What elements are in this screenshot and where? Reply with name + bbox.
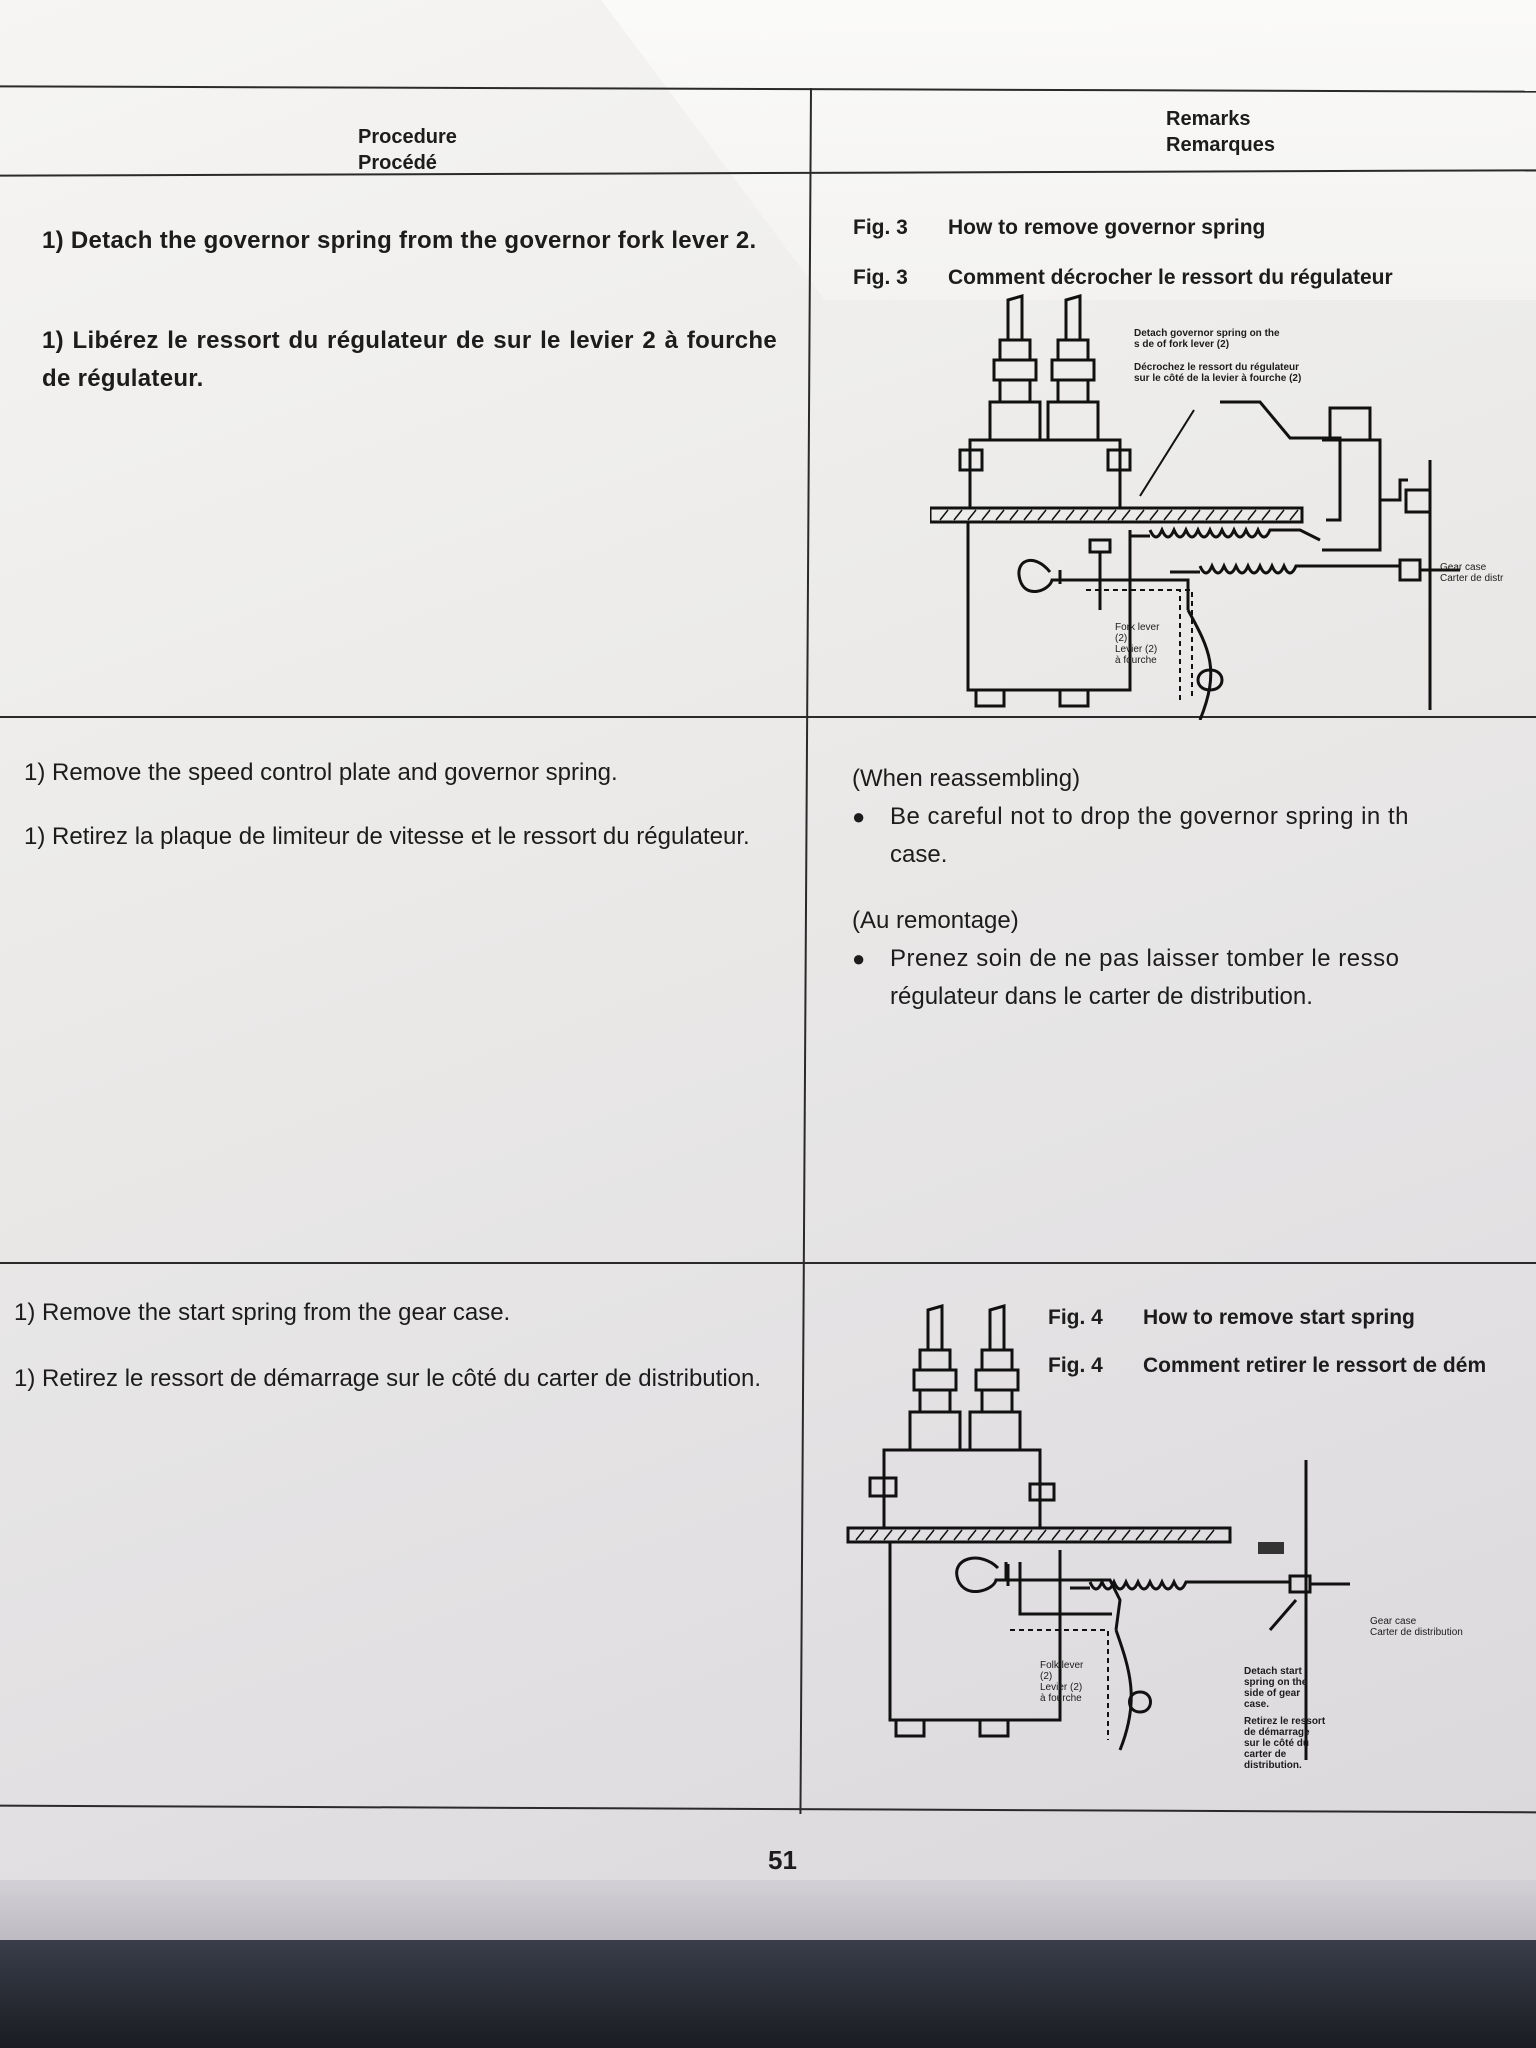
procedure-header	[358, 124, 457, 176]
row2-bottom-border	[0, 1262, 1536, 1264]
fig4-label-fork-lever: Folk lever (2) Levier (2) à fourche	[1040, 1660, 1084, 1704]
bullet-icon: ●	[852, 946, 866, 971]
fig3-title-en: How to remove governor spring	[948, 216, 1266, 239]
remarks-header	[1166, 106, 1275, 158]
remark-fr-heading: (Au remontage)	[852, 907, 1019, 934]
procedure-label-fr: Procédé	[358, 152, 437, 174]
bullet-icon: ●	[852, 804, 866, 829]
fig3-num-en: Fig. 3	[853, 216, 908, 239]
fig4-label-detach-start: Detach start spring on the side of gear case. Retirez le ressort de démarrage sur le côté du carter de distribution.	[1244, 1666, 1326, 1771]
procedure-label-en: Procedure	[358, 126, 457, 148]
fig3-label-fork-lever: Fork lever (2) Levier (2) à fourche	[1115, 622, 1160, 666]
page-number: 51	[768, 1845, 797, 1875]
fig3-caption-en	[853, 216, 1265, 240]
table-bottom-border	[0, 1805, 1536, 1814]
row3-step-en: 1) Remove the start spring from the gear case.	[14, 1299, 511, 1326]
fig4-title-en: How to remove start spring	[1143, 1306, 1415, 1329]
fig4-title-fr: Comment retirer le ressort de dém	[1143, 1354, 1487, 1377]
fig3-num-fr: Fig. 3	[853, 266, 908, 289]
remark-en-line2: case.	[890, 841, 948, 868]
remark-fr-bullet	[852, 940, 1536, 978]
fig3-governor-diagram	[930, 290, 1536, 720]
fig4-num-en: Fig. 4	[1048, 1306, 1103, 1329]
fig3-label-gear-case: Gear case Carter de distr	[1440, 562, 1504, 584]
remarks-label-fr: Remarques	[1166, 134, 1275, 156]
remark-en-line1: Be careful not to drop the governor spring in th	[890, 803, 1409, 830]
binder-edge	[0, 1880, 1536, 1940]
row1-step-fr: 1) Libérez le ressort du régulateur de sur le levier 2 à fourche de régulateur.	[42, 327, 777, 392]
fig3-label-detach-fr: Décrochez le ressort du régulateur sur le côté de la levier à fourche (2)	[1134, 362, 1302, 384]
table-surface	[0, 1940, 1536, 2048]
remark-en-bullet	[852, 798, 1536, 836]
fig3-caption-fr	[853, 266, 1393, 290]
row2-remarks	[852, 760, 1536, 1016]
row2-step-en: 1) Remove the speed control plate and governor spring.	[24, 759, 618, 786]
row2-step-fr: 1) Retirez la plaque de limiteur de vitesse et le ressort du régulateur.	[24, 823, 750, 850]
row3-step-fr: 1) Retirez le ressort de démarrage sur le côté du carter de distribution.	[14, 1365, 762, 1392]
fig4-num-fr: Fig. 4	[1048, 1354, 1103, 1377]
remark-fr-line1: Prenez soin de ne pas laisser tomber le resso	[890, 945, 1400, 972]
remark-fr-line2: régulateur dans le carter de distribution.	[890, 983, 1313, 1010]
row1-step-en: 1) Detach the governor spring from the governor fork lever 2.	[42, 227, 757, 254]
remark-en-heading: (When reassembling)	[852, 765, 1081, 792]
fig3-label-detach-en: Detach governor spring on the s de of fork lever (2)	[1134, 328, 1280, 350]
fig3-title-fr: Comment décrocher le ressort du régulateur	[948, 266, 1393, 289]
fig4-label-gear-case: Gear case Carter de distribution	[1370, 1616, 1463, 1638]
column-divider	[799, 88, 812, 1814]
remarks-label-en: Remarks	[1166, 108, 1251, 130]
